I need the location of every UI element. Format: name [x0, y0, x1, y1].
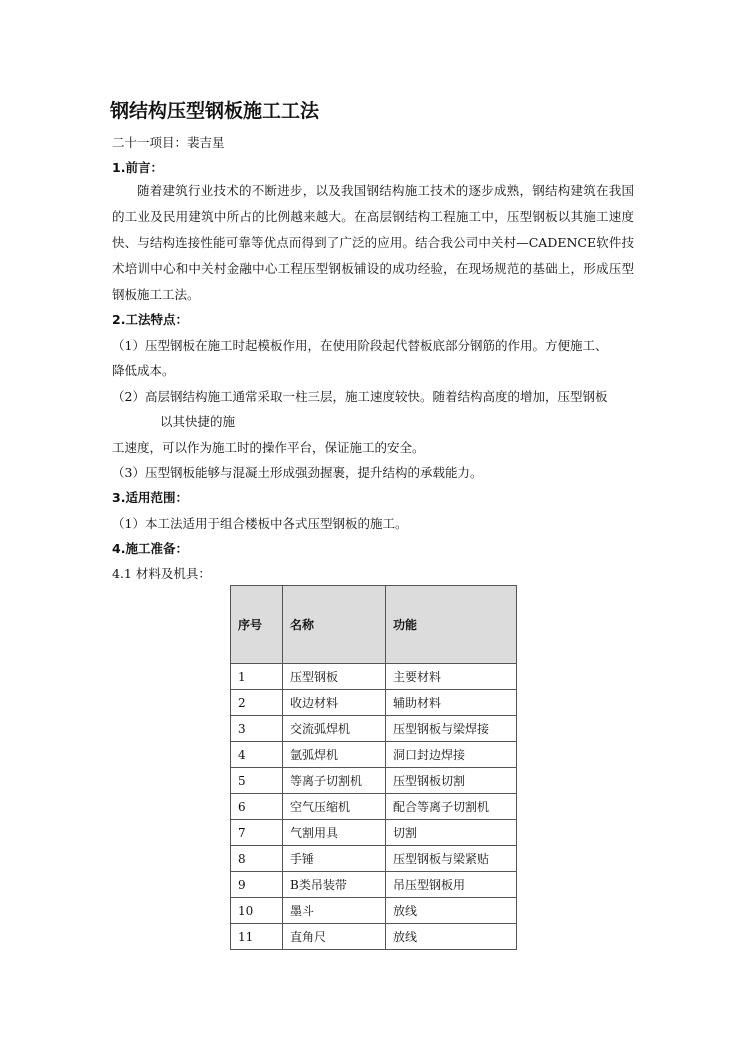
section-2-item-2-cont2: 工速度，可以作为施工时的操作平台，保证施工的安全。: [112, 440, 425, 455]
header-cell: 功能: [386, 586, 517, 664]
table-row: [231, 768, 517, 794]
table-cell: 空气压缩机: [283, 794, 386, 820]
table-cell: 洞口封边焊接: [386, 742, 517, 768]
table-cell: 9: [231, 872, 283, 898]
table-cell: 压型钢板切割: [386, 768, 517, 794]
table-cell: 8: [231, 846, 283, 872]
table-cell: 2: [231, 690, 283, 716]
table-cell: 主要材料: [386, 664, 517, 690]
section-1-paragraph: 随着建筑行业技术的不断进步，以及我国钢结构施工技术的逐步成熟，钢结构建筑在我国的工业及民用建筑中所占的比例越来越大。在高层钢结构工程施工中，压型钢板以其施工速度快、与结构连接性能可靠等优点而得到了广泛的应用。结合我公司中关村—CADENCE软件技术培训中心和中关村金融中心工程压型钢板铺设的成功经验，在现场规范的基础上，形成压型钢板施工工法。: [112, 183, 634, 302]
table-header-row: [231, 586, 517, 664]
materials-table: [230, 585, 517, 950]
section-2-item-3: （3）压型钢板能够与混凝土形成强劲握裹，提升结构的承载能力。: [112, 465, 483, 480]
table-row: [231, 716, 517, 742]
table-cell: 直角尺: [283, 924, 386, 950]
table-row: [231, 846, 517, 872]
table-cell: 4: [231, 742, 283, 768]
section-2-item-2: （2）高层钢结构施工通常采取一柱三层，施工速度较快。随着结构高度的增加，压型钢板: [112, 389, 608, 404]
table-cell: 3: [231, 716, 283, 742]
section-4-subheading: 4.1 材料及机具：: [112, 566, 211, 581]
table-cell: 墨斗: [283, 898, 386, 924]
table-cell: 压型钢板: [283, 664, 386, 690]
table-row: [231, 794, 517, 820]
table-cell: 吊压型钢板用: [386, 872, 517, 898]
document-title: 钢结构压型钢板施工工法: [110, 100, 320, 122]
table-cell: 等离子切割机: [283, 768, 386, 794]
table-cell: 1: [231, 664, 283, 690]
table-row: [231, 664, 517, 690]
table-row: [231, 898, 517, 924]
table-cell: 交流弧焊机: [283, 716, 386, 742]
section-3-item-1: （1）本工法适用于组合楼板中各式压型钢板的施工。: [112, 516, 408, 531]
section-2-item-1: （1）压型钢板在施工时起模板作用，在使用阶段起代替板底部分钢筋的作用。方便施工、: [112, 338, 608, 353]
table-cell: 压型钢板与梁紧贴: [386, 846, 517, 872]
table-cell: 辅助材料: [386, 690, 517, 716]
table-cell: 放线: [386, 924, 517, 950]
section-4-heading: 4.施工准备：: [112, 541, 188, 556]
section-1-heading: 1.前言：: [112, 160, 163, 175]
table-cell: 10: [231, 898, 283, 924]
section-3-heading: 3.适用范围：: [112, 490, 188, 505]
table-cell: B类吊装带: [283, 872, 386, 898]
section-2-item-2-cont: 以其快捷的施: [160, 414, 236, 429]
table-row: [231, 872, 517, 898]
table-cell: 5: [231, 768, 283, 794]
table-row: [231, 924, 517, 950]
table-cell: 配合等离子切割机: [386, 794, 517, 820]
table-cell: 气割用具: [283, 820, 386, 846]
table-cell: 手锤: [283, 846, 386, 872]
header-cell: 序号: [231, 586, 283, 664]
table-cell: 7: [231, 820, 283, 846]
table-cell: 收边材料: [283, 690, 386, 716]
table-row: [231, 742, 517, 768]
table-cell: 氩弧焊机: [283, 742, 386, 768]
table-cell: 切割: [386, 820, 517, 846]
table-cell: 压型钢板与梁焊接: [386, 716, 517, 742]
table-row: [231, 820, 517, 846]
section-2-heading: 2.工法特点：: [112, 312, 188, 327]
author-line: 二十一项目：裴吉星: [112, 135, 225, 150]
table-cell: 11: [231, 924, 283, 950]
table-cell: 6: [231, 794, 283, 820]
section-2-item-1-cont: 降低成本。: [112, 363, 175, 378]
table-cell: 放线: [386, 898, 517, 924]
header-cell: 名称: [283, 586, 386, 664]
table-row: [231, 690, 517, 716]
